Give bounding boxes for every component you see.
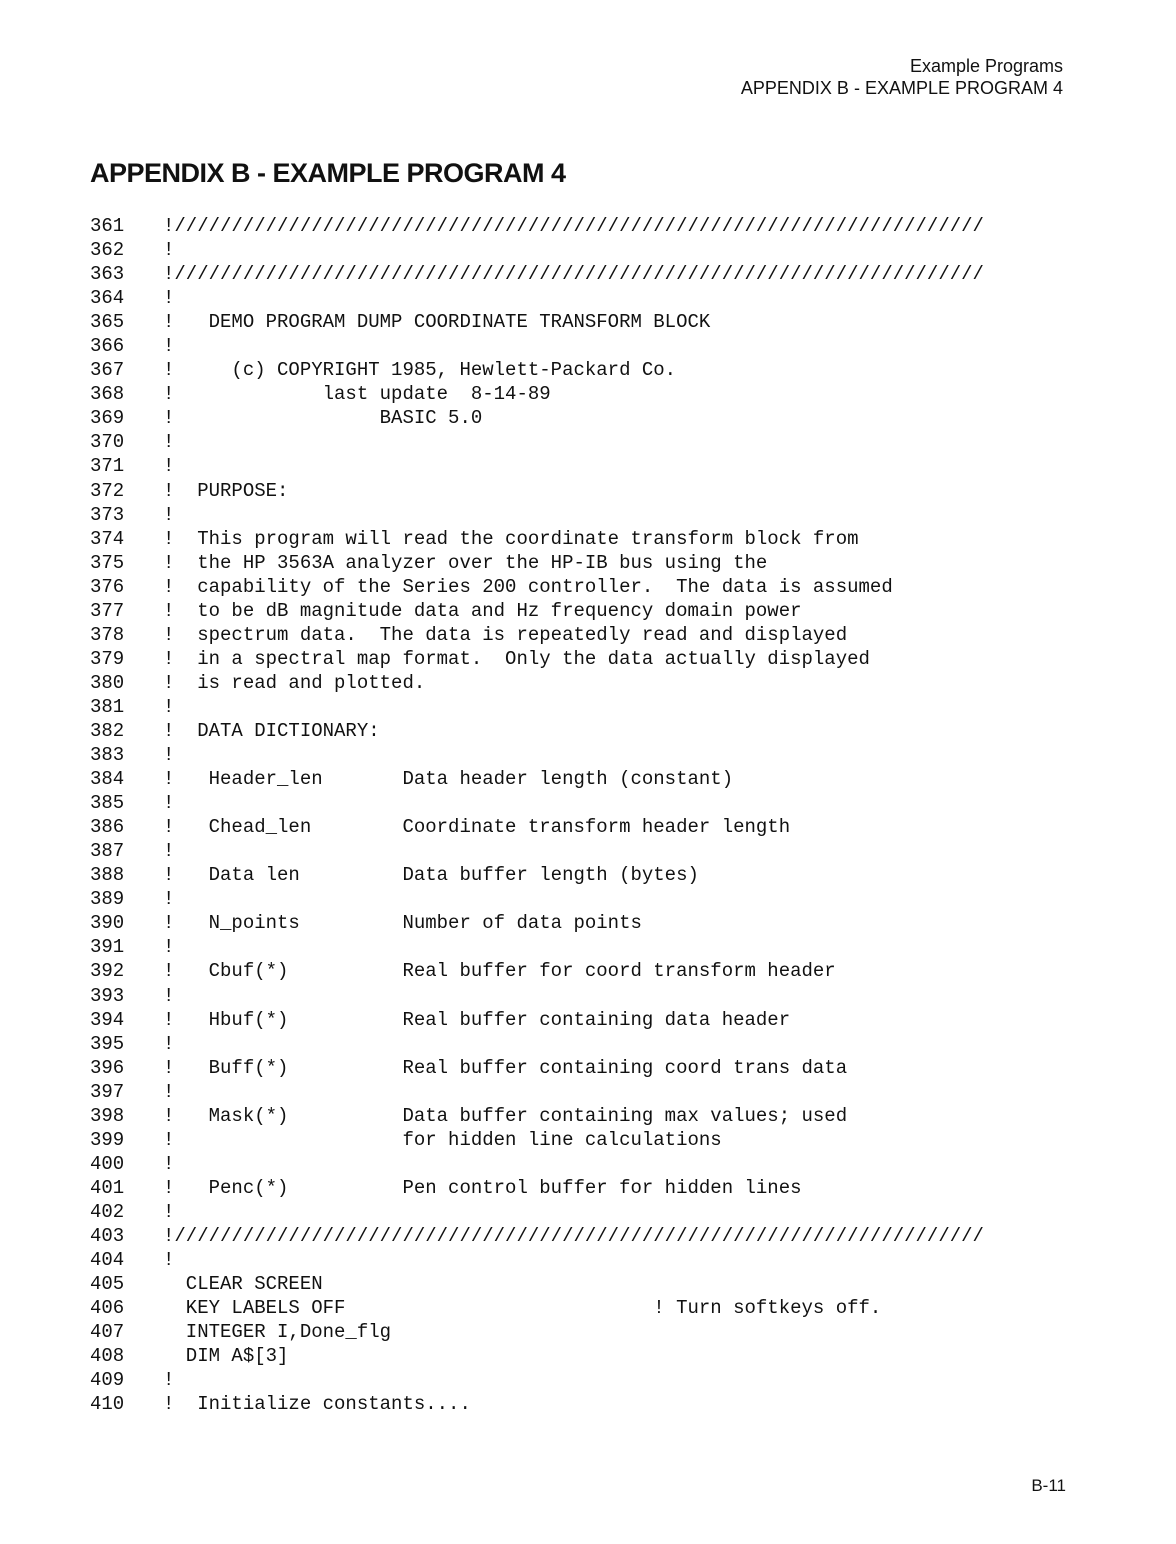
code-line: [90, 695, 1080, 719]
code-line: [90, 719, 1080, 743]
code-line: [90, 262, 1080, 286]
code-text: ! N_points Number of data points: [163, 912, 642, 935]
line-number: 383: [90, 744, 125, 767]
line-number: 379: [90, 647, 125, 670]
running-header-chapter: APPENDIX B - EXAMPLE PROGRAM 4: [740, 78, 1063, 98]
code-text: !: [163, 936, 175, 959]
line-number: 384: [90, 768, 125, 791]
code-text: ! last update 8-14-89: [163, 383, 551, 406]
code-line: [90, 334, 1080, 358]
running-header: [741, 55, 1063, 99]
code-line: [90, 1176, 1080, 1200]
line-number: 380: [90, 671, 125, 694]
line-number: 398: [90, 1104, 125, 1127]
line-number: 365: [90, 311, 125, 334]
code-text: ! DATA DICTIONARY:: [163, 719, 380, 742]
line-number: 389: [90, 888, 125, 911]
line-number: 403: [90, 1224, 125, 1247]
code-text: DIM A$[3]: [163, 1345, 289, 1368]
code-text: ! Chead_len Coordinate transform header length: [163, 816, 791, 839]
line-number: 388: [90, 864, 125, 887]
line-number: 372: [90, 479, 125, 502]
line-number: 393: [90, 984, 125, 1007]
line-number: 392: [90, 960, 125, 983]
code-text: !: [163, 503, 175, 526]
code-text: !: [163, 287, 175, 310]
code-text: ! the HP 3563A analyzer over the HP-IB bus using the: [163, 551, 768, 574]
code-text: ! Mask(*) Data buffer containing max values; used: [163, 1104, 848, 1127]
line-number: 364: [90, 287, 125, 310]
code-line: [90, 454, 1080, 478]
code-line: [90, 214, 1080, 238]
code-line: [90, 887, 1080, 911]
line-number: 390: [90, 912, 125, 935]
line-number: 408: [90, 1345, 125, 1368]
line-number: 402: [90, 1200, 125, 1223]
code-line: [90, 575, 1080, 599]
code-line: [90, 382, 1080, 406]
code-line: [90, 1248, 1080, 1272]
code-text: !: [163, 455, 175, 478]
line-number: 407: [90, 1321, 125, 1344]
code-text: !: [163, 695, 175, 718]
line-number: 401: [90, 1176, 125, 1199]
line-number: 376: [90, 575, 125, 598]
code-text: !: [163, 888, 175, 911]
code-line: [90, 1392, 1080, 1416]
code-text: !: [163, 744, 175, 767]
code-text: INTEGER I,Done_flg: [163, 1321, 392, 1344]
line-number: 369: [90, 407, 125, 430]
code-line: [90, 479, 1080, 503]
code-line: [90, 623, 1080, 647]
code-line: [90, 1056, 1080, 1080]
code-text: ! Data len Data buffer length (bytes): [163, 864, 699, 887]
code-line: [90, 767, 1080, 791]
code-line: [90, 647, 1080, 671]
code-text: !///////////////////////////////////////////////////////////////////////: [163, 215, 984, 237]
code-text: !: [163, 1249, 175, 1272]
line-number: 395: [90, 1032, 125, 1055]
code-line: [90, 527, 1080, 551]
code-text: ! BASIC 5.0: [163, 407, 483, 430]
page-title: APPENDIX B - EXAMPLE PROGRAM 4: [90, 158, 566, 188]
code-text: ! (c) COPYRIGHT 1985, Hewlett-Packard Co.: [163, 359, 677, 382]
line-number: 371: [90, 455, 125, 478]
line-number: 382: [90, 719, 125, 742]
code-text: !: [163, 1080, 175, 1103]
code-line: [90, 1152, 1080, 1176]
code-line: [90, 406, 1080, 430]
code-line: [90, 791, 1080, 815]
line-number: 368: [90, 383, 125, 406]
code-listing: [90, 214, 1080, 1416]
code-line: [90, 358, 1080, 382]
code-line: [90, 1008, 1080, 1032]
line-number: 410: [90, 1393, 125, 1416]
code-text: ! DEMO PROGRAM DUMP COORDINATE TRANSFORM BLOCK: [163, 311, 711, 334]
line-number: 399: [90, 1128, 125, 1151]
code-line: [90, 935, 1080, 959]
line-number: 400: [90, 1152, 125, 1175]
code-text: KEY LABELS OFF ! Turn softkeys off.: [163, 1297, 882, 1320]
code-text: ! Penc(*) Pen control buffer for hidden lines: [163, 1176, 802, 1199]
code-line: [90, 1104, 1080, 1128]
line-number: 385: [90, 792, 125, 815]
code-text: ! is read and plotted.: [163, 671, 426, 694]
line-number: 386: [90, 816, 125, 839]
line-number: 370: [90, 431, 125, 454]
line-number: 374: [90, 527, 125, 550]
line-number: 387: [90, 840, 125, 863]
code-text: !///////////////////////////////////////////////////////////////////////: [163, 1224, 984, 1247]
code-line: [90, 551, 1080, 575]
running-header-section: Example Programs: [909, 56, 1063, 76]
code-text: !///////////////////////////////////////////////////////////////////////: [163, 263, 984, 286]
code-text: !: [163, 840, 175, 863]
code-text: !: [163, 335, 175, 358]
line-number: 377: [90, 599, 125, 622]
code-text: ! spectrum data. The data is repeatedly read and displayed: [163, 623, 848, 646]
code-line: [90, 911, 1080, 935]
page-number: B-11: [1031, 1476, 1066, 1495]
code-line: [90, 1224, 1080, 1248]
code-line: [90, 1200, 1080, 1224]
code-line: [90, 1320, 1080, 1344]
line-number: 394: [90, 1008, 125, 1031]
line-number: 367: [90, 359, 125, 382]
code-text: ! Initialize constants....: [163, 1393, 471, 1416]
code-line: [90, 1296, 1080, 1320]
line-number: 409: [90, 1369, 125, 1392]
code-line: [90, 430, 1080, 454]
code-line: [90, 286, 1080, 310]
line-number: 406: [90, 1297, 125, 1320]
code-line: [90, 1368, 1080, 1392]
code-text: ! PURPOSE:: [163, 479, 289, 502]
line-number: 375: [90, 551, 125, 574]
code-line: [90, 959, 1080, 983]
code-text: ! capability of the Series 200 controller. The data is assumed: [163, 575, 893, 598]
code-line: [90, 863, 1080, 887]
code-line: [90, 671, 1080, 695]
line-number: 378: [90, 623, 125, 646]
code-text: !: [163, 1152, 175, 1175]
line-number: 373: [90, 503, 125, 526]
line-number: 404: [90, 1249, 125, 1272]
line-number: 381: [90, 695, 125, 718]
code-line: [90, 984, 1080, 1008]
code-line: [90, 815, 1080, 839]
line-number: 361: [90, 215, 125, 237]
code-text: ! Buff(*) Real buffer containing coord trans data: [163, 1056, 848, 1079]
code-line: [90, 503, 1080, 527]
line-number: 391: [90, 936, 125, 959]
code-line: [90, 1128, 1080, 1152]
code-line: [90, 839, 1080, 863]
line-number: 362: [90, 239, 125, 262]
code-text: !: [163, 239, 175, 262]
line-number: 397: [90, 1080, 125, 1103]
code-text: !: [163, 984, 175, 1007]
code-text: !: [163, 1200, 175, 1223]
code-line: [90, 310, 1080, 334]
line-number: 396: [90, 1056, 125, 1079]
code-line: [90, 743, 1080, 767]
code-text: !: [163, 431, 175, 454]
code-text: ! for hidden line calculations: [163, 1128, 722, 1151]
code-text: !: [163, 792, 175, 815]
code-text: CLEAR SCREEN: [163, 1273, 323, 1296]
code-text: !: [163, 1369, 175, 1392]
code-text: ! to be dB magnitude data and Hz frequency domain power: [163, 599, 802, 622]
code-line: [90, 1344, 1080, 1368]
code-line: [90, 238, 1080, 262]
code-line: [90, 1080, 1080, 1104]
code-text: ! Header_len Data header length (constant): [163, 768, 734, 791]
code-line: [90, 599, 1080, 623]
line-number: 405: [90, 1273, 125, 1296]
code-text: ! Hbuf(*) Real buffer containing data header: [163, 1008, 791, 1031]
line-number: 366: [90, 335, 125, 358]
code-text: ! Cbuf(*) Real buffer for coord transform header: [163, 960, 836, 983]
code-text: ! in a spectral map format. Only the data actually displayed: [163, 647, 870, 670]
code-text: ! This program will read the coordinate transform block from: [163, 527, 859, 550]
line-number: 363: [90, 263, 125, 286]
code-line: [90, 1272, 1080, 1296]
code-line: [90, 1032, 1080, 1056]
code-text: !: [163, 1032, 175, 1055]
